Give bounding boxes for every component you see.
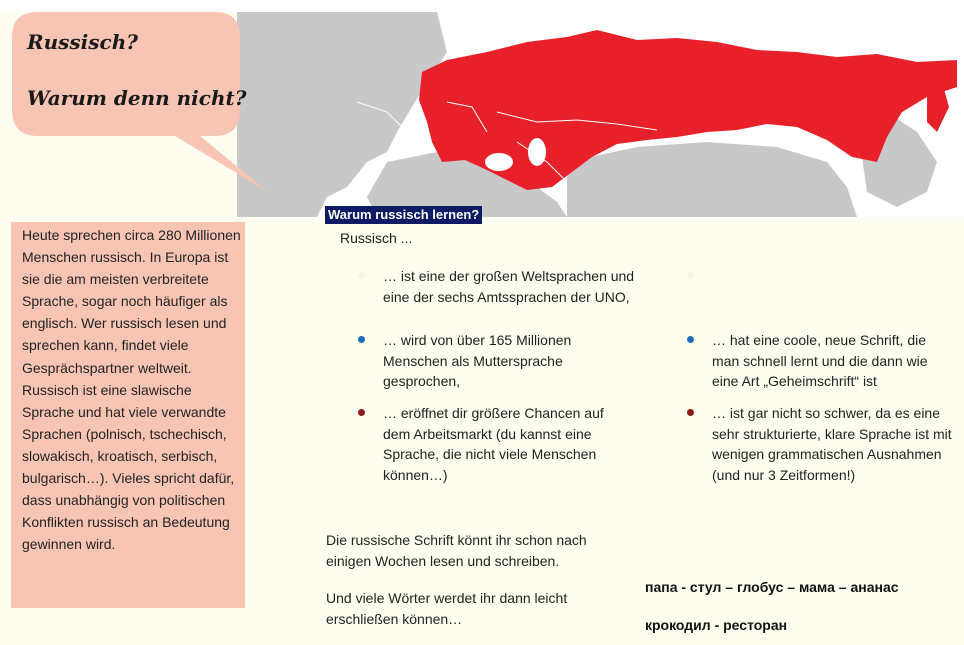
section-heading: Warum russisch lernen?	[325, 206, 482, 224]
bullet-dot	[358, 409, 365, 416]
cyrillic-words-line-2: крокодил - ресторан	[645, 617, 788, 633]
point-right-2: … ist gar nicht so schwer, da es eine sehr strukturierte, klare Sprache ist mit wenigen grammatischen Ausnahmen (und nur 3 Zeitformen!)	[712, 405, 952, 483]
point-left-3: … eröffnet dir größere Chancen auf dem Arbeitsmarkt (du kannst eine Sprache, die nicht viele Menschen können…)	[383, 405, 604, 483]
map-of-russia	[237, 12, 964, 217]
closing-line-1: Die russische Schrift könnt ihr schon nach einigen Wochen lesen und schreiben.	[326, 532, 587, 569]
cyrillic-words-line-1: папа - стул – глобус – мама – ананас	[645, 579, 899, 595]
point-right-1: … hat eine coole, neue Schrift, die man schnell lernt und die dann wie eine Art „Geheimschrift“ ist	[712, 332, 928, 389]
point-left-2: … wird von über 165 Millionen Menschen als Muttersprache gesprochen,	[383, 332, 572, 389]
intro-text: Russisch ...	[340, 230, 413, 246]
bubble-line-1: Russisch?	[27, 30, 138, 54]
bullet-dot	[687, 336, 694, 343]
bullet-dot	[687, 409, 694, 416]
bullet-dot	[358, 272, 365, 279]
point-left-1: … ist eine der großen Weltsprachen und eine der sechs Amtssprachen der UNO,	[383, 268, 635, 305]
bullet-dot	[687, 272, 694, 279]
bullet-dot	[358, 336, 365, 343]
closing-line-2: Und viele Wörter werdet ihr dann leicht erschließen können…	[326, 590, 568, 627]
bubble-line-2: Warum denn nicht?	[27, 86, 247, 110]
info-text: Heute sprechen circa 280 Millionen Menschen russisch. In Europa ist sie die am meisten verbreitete Sprache, sogar noch häufiger als englisch. Wer russisch lesen und sprechen kann, findet viele Gesprächspartner weltweit. Russisch ist eine slawische Sprache und hat viele verwandte Sprachen (polnisch, tschechisch, slowakisch, kroatisch, serbisch, bulgarisch…). Vieles spricht dafür, dass unabhängig von politischen Konflikten russisch an Bedeutung gewinnen wird.	[22, 227, 241, 553]
